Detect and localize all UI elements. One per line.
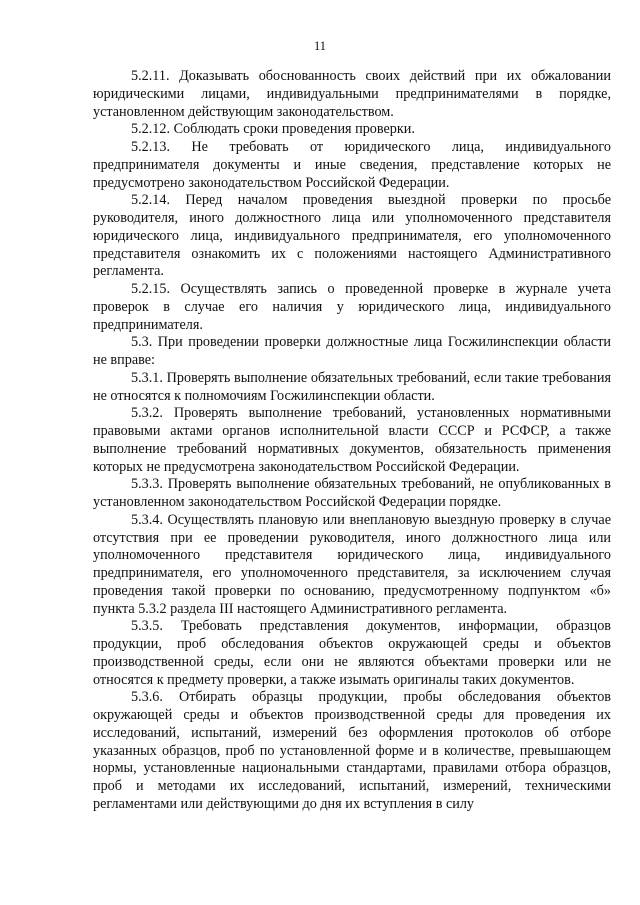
paragraph-5-3-4: 5.3.4. Осуществлять плановую или внеплановую выездную проверку в случае отсутствия при ее проведении руководителя, иного должностного лица или уполномоченного представителя юридического лица, индивидуального предпринимателя, его уполномоченного представителя, за исключением случая проведения такой проверки по основанию, предусмотренному подпунктом «б» пункта 5.3.2 раздела III настоящего Административного регламента. bbox=[93, 511, 611, 617]
paragraph-5-3-6: 5.3.6. Отбирать образцы продукции, пробы обследования объектов окружающей среды и объектов производственной среды для проведения их исследований, испытаний, измерений без оформления протоколов об отборе указанных образцов, проб по установленной форме и в количестве, превышающем нормы, установленные национальными стандартами, правилами отбора образцов, проб и методами их исследований, испытаний, измерений, техническими регламентами или действующими до дня их вступления в силу bbox=[93, 689, 611, 812]
paragraph-5-3-3: 5.3.3. Проверять выполнение обязательных требований, не опубликованных в установленном законодательством Российской Федерации порядке. bbox=[93, 476, 611, 510]
paragraph-5-3-5: 5.3.5. Требовать представления документов, информации, образцов продукции, проб обследования объектов окружающей среды и объектов производственной среды, если они не являются объектами проверки или не относятся к предмету проверки, а также изымать оригиналы таких документов. bbox=[93, 618, 611, 688]
paragraph-5-3: 5.3. При проведении проверки должностные лица Госжилинспекции области не вправе: bbox=[93, 334, 611, 368]
document-body bbox=[93, 68, 611, 814]
paragraph-5-2-15: 5.2.15. Осуществлять запись о проведенной проверке в журнале учета проверок в случае его наличия у юридического лица, индивидуального предпринимателя. bbox=[93, 281, 611, 333]
paragraph-5-3-1: 5.3.1. Проверять выполнение обязательных требований, если такие требования не относятся к полномочиям Госжилинспекции области. bbox=[93, 369, 611, 404]
paragraph-5-2-14: 5.2.14. Перед началом проведения выездной проверки по просьбе руководителя, иного должностного лица или уполномоченного представителя юридического лица, индивидуального предпринимателя, его уполномоченного представителя ознакомить их с положениями настоящего Административного регламента. bbox=[93, 192, 611, 280]
paragraph-5-2-11: 5.2.11. Доказывать обоснованность своих действий при их обжаловании юридическими лицами, индивидуальными предпринимателями в порядке, установленном действующим законодательством. bbox=[93, 68, 611, 120]
paragraph-5-2-13: 5.2.13. Не требовать от юридического лица, индивидуального предпринимателя документы и иные сведения, представление которых не предусмотрено законодательством Российской Федерации. bbox=[93, 139, 611, 191]
paragraph-5-3-2: 5.3.2. Проверять выполнение требований, установленных нормативными правовыми актами органов исполнительной власти СССР и РСФСР, а также выполнение требований нормативных документов, обязательность применения которых не предусмотрена законодательством Российской Федерации. bbox=[93, 405, 611, 475]
paragraph-5-2-12: 5.2.12. Соблюдать сроки проведения проверки. bbox=[131, 121, 415, 138]
page-number: 11 bbox=[313, 39, 327, 53]
